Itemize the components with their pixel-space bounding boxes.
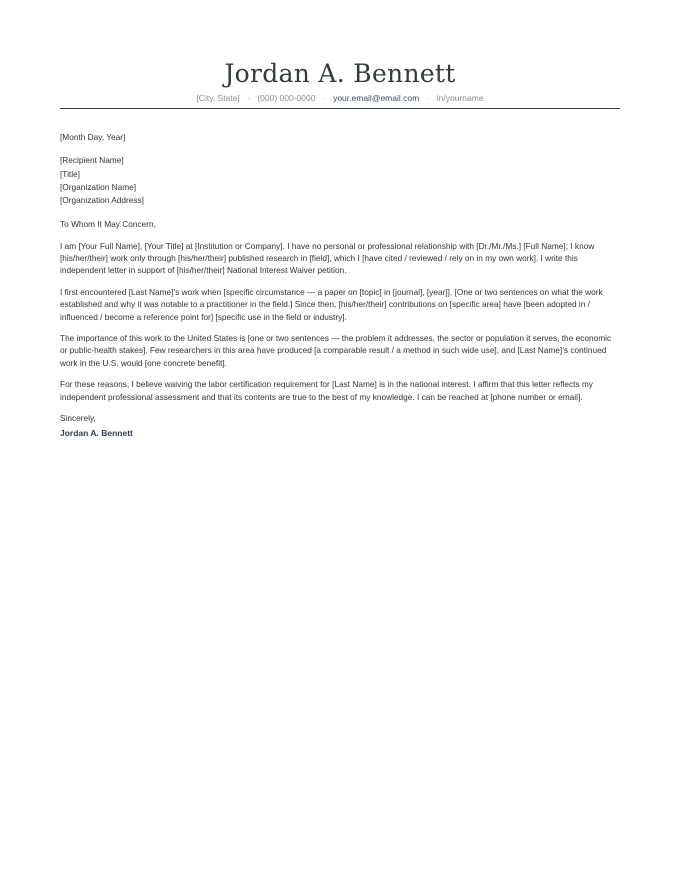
recipient-block: [60, 154, 620, 207]
signature-name: Jordan A. Bennett: [60, 427, 133, 438]
salutation: To Whom It May Concern,: [60, 219, 156, 230]
closing: Sincerely,: [60, 413, 96, 424]
sender-email-link[interactable]: your.email@email.com: [333, 93, 420, 103]
recipient-address: [Organization Address]: [60, 195, 144, 206]
body-paragraph-2: I first encountered [Last Name]’s work when [specific circumstance — a paper on [topic] in [journal], [year]]. [One or two sentences on what the work established and why it was notable to a practitioner in the field.] Since then, [his/her/their] contributions on [specific area] have [been adopted in / influenced / become a reference point for] [specific use in the field or industry].: [60, 286, 603, 322]
recipient-name: [Recipient Name]: [60, 155, 124, 166]
contact-separator: ·: [247, 93, 250, 103]
body-paragraph-1: I am [Your Full Name], [Your Title] at [Institution or Company]. I have no personal or professional relationship with [Dr./Mr./Ms.] [Full Name]; I know [his/her/their] work only through [his/her/their] published research in [field], which I [have cited / reviewed / rely on in my own work]. I write this independent letter in support of [his/her/their] National Interest Waiver petition.: [60, 240, 595, 276]
recipient-organization: [Organization Name]: [60, 181, 137, 192]
contact-separator: ·: [322, 93, 326, 103]
contact-separator: ·: [426, 93, 430, 103]
body-paragraph-4: For these reasons, I believe waiving the labor certification requirement for [Last Name] is in the national interest. I affirm that this letter reflects my independent professional assessment and that its contents are true to the best of my knowledge. I can be reached at [phone number or email].: [60, 379, 593, 402]
letter-date: [Month Day, Year]: [60, 132, 126, 142]
sender-linkedin: in/yourname: [436, 93, 484, 103]
sender-phone: (000) 000-0000: [257, 93, 316, 103]
sender-name: Jordan A. Bennett: [224, 59, 456, 88]
letter-body: [60, 131, 620, 439]
recipient-title: [Title]: [60, 168, 80, 179]
contact-line: [60, 93, 620, 104]
sender-location: [City, State]: [196, 93, 240, 103]
header-divider: [60, 108, 620, 109]
body-paragraph-3: The importance of this work to the United States is [one or two sentences — the problem it addresses, the sector or population it serves, the economic or public-health stakes]. Few researchers in this area have produced [a comparable result / a method in such wide use], and [Last Name]’s continued work in the U.S. would [one concrete benefit].: [60, 333, 612, 368]
